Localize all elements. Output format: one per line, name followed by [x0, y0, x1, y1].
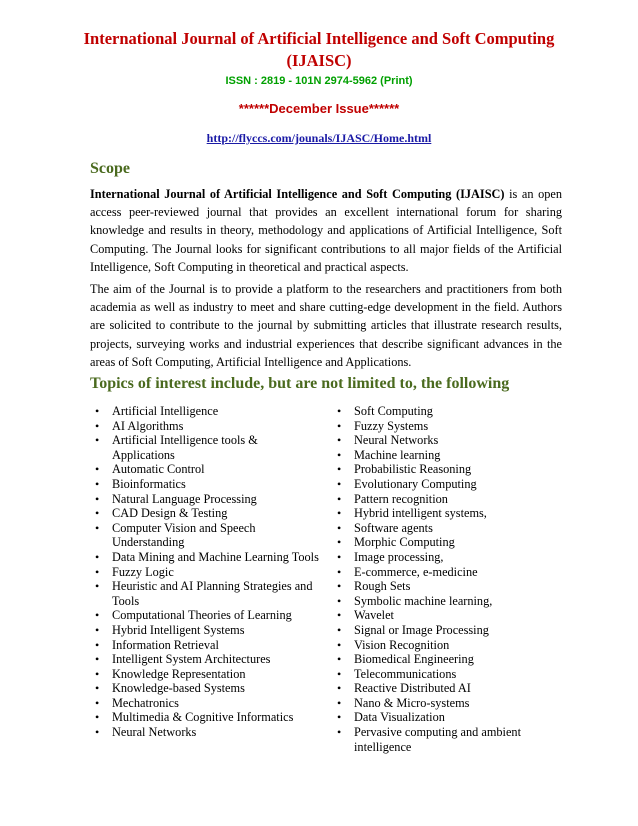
- list-item: • Data Visualization: [337, 710, 562, 725]
- list-item: • Artificial Intelligence tools & Applications: [95, 433, 320, 462]
- list-item: • AI Algorithms: [95, 419, 320, 434]
- list-item: • Hybrid intelligent systems,: [337, 506, 562, 521]
- scope-heading: Scope: [90, 160, 130, 177]
- list-item: • Reactive Distributed AI: [337, 681, 562, 696]
- journal-title: International Journal of Artificial Intelligence and Soft Computing (IJAISC): [83, 29, 555, 70]
- list-item: • Nano & Micro-systems: [337, 696, 562, 711]
- list-item: • Natural Language Processing: [95, 492, 320, 507]
- list-item: • Mechatronics: [95, 696, 320, 711]
- issn-line: ISSN : 2819 - 101N 2974-5962 (Print): [225, 75, 413, 87]
- list-item: • Neural Networks: [337, 433, 562, 448]
- list-item: • Intelligent System Architectures: [95, 652, 320, 667]
- list-item: • Multimedia & Cognitive Informatics: [95, 710, 320, 725]
- list-item: • CAD Design & Testing: [95, 506, 320, 521]
- list-item: • Bioinformatics: [95, 477, 320, 492]
- list-item: • Artificial Intelligence: [95, 404, 320, 419]
- issue-banner: ******December Issue******: [238, 101, 400, 116]
- list-item: • Symbolic machine learning,: [337, 594, 562, 609]
- list-item: • Morphic Computing: [337, 535, 562, 550]
- scope-paragraph-1-text: is an open access peer-reviewed journal that provides an excellent international forum for sharing knowledge and results in theory, methodology and applications of Artificial Intelligence, Soft Computing. The Journal looks for significant contributions to all major fields of the Artificial Intelligence, Soft Computing in theoretical and practical aspects.: [90, 187, 562, 274]
- list-item: • Fuzzy Logic: [95, 565, 320, 580]
- list-item: • Knowledge-based Systems: [95, 681, 320, 696]
- list-item: • Knowledge Representation: [95, 667, 320, 682]
- list-item: • Soft Computing: [337, 404, 562, 419]
- topics-heading: Topics of interest include, but are not limited to, the following: [90, 375, 510, 392]
- scope-paragraph-1: [90, 185, 562, 276]
- list-item: • Image processing,: [337, 550, 562, 565]
- list-item: • Software agents: [337, 521, 562, 536]
- list-item: • Telecommunications: [337, 667, 562, 682]
- list-item: • Heuristic and AI Planning Strategies and Tools: [95, 579, 320, 608]
- list-item: • Machine learning: [337, 448, 562, 463]
- topics-list-left: [95, 404, 320, 740]
- list-item: • Rough Sets: [337, 579, 562, 594]
- list-item: • Information Retrieval: [95, 638, 320, 653]
- list-item: • Wavelet: [337, 608, 562, 623]
- list-item: • Pervasive computing and ambient intelligence: [337, 725, 562, 754]
- list-item: • Vision Recognition: [337, 638, 562, 653]
- scope-paragraph-2: The aim of the Journal is to provide a platform to the researchers and practitioners from both academia as well as industry to meet and share cutting-edge development in the field. Authors are solicited to contribute to the journal by submitting articles that illustrate research results, projects, surveying works and industrial experiences that describe significant advances in the areas of Soft Computing, Artificial Intelligence and Applications.: [90, 282, 562, 369]
- list-item: • Neural Networks: [95, 725, 320, 740]
- list-item: • Pattern recognition: [337, 492, 562, 507]
- list-item: • Biomedical Engineering: [337, 652, 562, 667]
- list-item: • E-commerce, e-medicine: [337, 565, 562, 580]
- list-item: • Automatic Control: [95, 462, 320, 477]
- list-item: • Probabilistic Reasoning: [337, 462, 562, 477]
- topics-list-right: [337, 404, 562, 754]
- list-item: • Fuzzy Systems: [337, 419, 562, 434]
- journal-url-link[interactable]: http://flyccs.com/jounals/IJASC/Home.html: [206, 131, 432, 145]
- list-item: • Data Mining and Machine Learning Tools: [95, 550, 320, 565]
- list-item: • Signal or Image Processing: [337, 623, 562, 638]
- list-item: • Computational Theories of Learning: [95, 608, 320, 623]
- list-item: • Computer Vision and Speech Understanding: [95, 521, 320, 550]
- scope-paragraph-1-lead: International Journal of Artificial Intelligence and Soft Computing (IJAISC): [90, 187, 505, 201]
- list-item: • Evolutionary Computing: [337, 477, 562, 492]
- list-item: • Hybrid Intelligent Systems: [95, 623, 320, 638]
